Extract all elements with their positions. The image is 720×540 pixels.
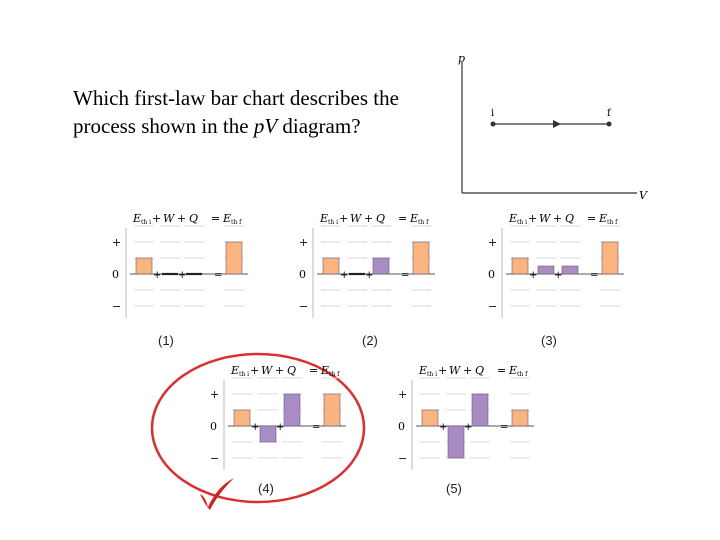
equation-term-heat: Q: [475, 364, 485, 377]
operator-equals: =: [590, 270, 599, 281]
question-line-2-end: diagram?: [277, 114, 361, 138]
bar-chart-4: [210, 360, 350, 476]
sign-label-minus: −: [299, 300, 309, 313]
equation-subscript-final: th f: [231, 219, 242, 226]
v-axis-label: V: [639, 189, 647, 202]
equation-plus-sign: +: [339, 212, 349, 225]
sign-label-zero: 0: [299, 268, 306, 281]
equation-subscript-final: th f: [329, 371, 340, 378]
bar-heat: [472, 394, 488, 426]
equation-term-eth-final: E: [223, 212, 232, 225]
equation-term-heat: Q: [189, 212, 199, 225]
operator-equals: =: [214, 270, 223, 281]
operator-plus: +: [464, 422, 473, 433]
bar-eth-initial: [136, 258, 152, 274]
bar-eth-initial: [422, 410, 438, 426]
sign-label-plus: +: [112, 236, 122, 249]
sign-label-minus: −: [112, 300, 122, 313]
question-line-1: Which first-law bar chart describes the: [73, 86, 399, 110]
equation-term-work: W: [163, 212, 175, 225]
operator-plus: +: [276, 422, 285, 433]
equation-term-work: W: [350, 212, 362, 225]
bar-chart-5: [398, 360, 538, 476]
sign-label-plus: +: [398, 388, 408, 401]
equation-term-eth-initial: E: [320, 212, 329, 225]
bar-eth-final: [512, 410, 528, 426]
bar-work: [448, 426, 464, 458]
equation-term-work: W: [539, 212, 551, 225]
equation-equals-sign: =: [587, 212, 597, 225]
equation-subscript-initial: th i: [427, 371, 438, 378]
bar-chart-3: [488, 208, 628, 324]
chart-label-4: (4): [258, 481, 274, 496]
chart-label-1: (1): [158, 333, 174, 348]
equation-plus-sign: +: [553, 212, 563, 225]
bar-chart-2: [299, 208, 439, 324]
question-line-2: [73, 112, 473, 140]
equation-plus-sign: +: [177, 212, 187, 225]
chart-label-5: (5): [446, 481, 462, 496]
operator-plus: +: [554, 270, 563, 281]
bar-eth-final: [324, 394, 340, 426]
equation-subscript-initial: th i: [141, 219, 152, 226]
chart-label-2: (2): [362, 333, 378, 348]
sign-label-minus: −: [398, 452, 408, 465]
equation-term-eth-final: E: [410, 212, 419, 225]
bar-eth-initial: [234, 410, 250, 426]
equation-subscript-final: th f: [517, 371, 528, 378]
equation-term-eth-final: E: [321, 364, 330, 377]
sign-label-zero: 0: [210, 420, 217, 433]
equation-term-heat: Q: [287, 364, 297, 377]
equation-equals-sign: =: [398, 212, 408, 225]
operator-equals: =: [312, 422, 321, 433]
equation-term-work: W: [449, 364, 461, 377]
sign-label-plus: +: [210, 388, 220, 401]
pv-variable: pV: [253, 114, 278, 138]
question-text: [73, 84, 473, 140]
equation-plus-sign: +: [364, 212, 374, 225]
equation-term-eth-final: E: [599, 212, 608, 225]
operator-plus: +: [340, 270, 349, 281]
p-axis-label: p: [458, 52, 466, 65]
initial-point-label: i: [491, 108, 495, 119]
equation-term-heat: Q: [565, 212, 575, 225]
equation-term-eth-initial: E: [231, 364, 240, 377]
equation-plus-sign: +: [275, 364, 285, 377]
initial-point: [491, 122, 496, 127]
equation-plus-sign: +: [152, 212, 162, 225]
equation-equals-sign: =: [497, 364, 507, 377]
sign-label-plus: +: [299, 236, 309, 249]
equation-plus-sign: +: [528, 212, 538, 225]
final-point: [607, 122, 612, 127]
bar-heat: [562, 266, 578, 274]
equation-subscript-initial: th i: [328, 219, 339, 226]
bar-chart-svg: [112, 208, 252, 320]
operator-plus: +: [439, 422, 448, 433]
equation-plus-sign: +: [250, 364, 260, 377]
arrow-head-icon: [553, 120, 561, 128]
bar-chart-1: [112, 208, 252, 324]
bar-eth-initial: [512, 258, 528, 274]
equation-term-eth-initial: E: [509, 212, 518, 225]
bar-work: [260, 426, 276, 442]
bar-chart-svg: [398, 360, 538, 472]
bar-eth-final: [413, 242, 429, 274]
bar-work: [538, 266, 554, 274]
equation-equals-sign: =: [309, 364, 319, 377]
check-mark-icon: [196, 476, 238, 512]
bar-eth-final: [226, 242, 242, 274]
operator-plus: +: [251, 422, 260, 433]
bar-chart-svg: [488, 208, 628, 320]
chart-label-3: (3): [541, 333, 557, 348]
equation-subscript-final: th f: [418, 219, 429, 226]
bar-chart-svg: [299, 208, 439, 320]
operator-plus: +: [529, 270, 538, 281]
sign-label-plus: +: [488, 236, 498, 249]
equation-term-heat: Q: [376, 212, 386, 225]
equation-subscript-final: th f: [607, 219, 618, 226]
sign-label-zero: 0: [488, 268, 495, 281]
sign-label-minus: −: [210, 452, 220, 465]
equation-term-work: W: [261, 364, 273, 377]
final-point-label: f: [607, 108, 611, 119]
operator-equals: =: [500, 422, 509, 433]
equation-term-eth-initial: E: [419, 364, 428, 377]
equation-equals-sign: =: [211, 212, 221, 225]
equation-plus-sign: +: [438, 364, 448, 377]
bar-heat: [373, 258, 389, 274]
equation-plus-sign: +: [463, 364, 473, 377]
bar-chart-svg: [210, 360, 350, 472]
sign-label-minus: −: [488, 300, 498, 313]
sign-label-zero: 0: [112, 268, 119, 281]
pv-diagram: [445, 50, 655, 210]
equation-term-eth-initial: E: [133, 212, 142, 225]
check-mark-shape: [200, 478, 234, 510]
bar-eth-final: [602, 242, 618, 274]
question-line-2-start: process shown in the: [73, 114, 254, 138]
operator-equals: =: [401, 270, 410, 281]
equation-term-eth-final: E: [509, 364, 518, 377]
bar-eth-initial: [323, 258, 339, 274]
equation-subscript-initial: th i: [239, 371, 250, 378]
operator-plus: +: [153, 270, 162, 281]
operator-plus: +: [178, 270, 187, 281]
bar-heat: [284, 394, 300, 426]
operator-plus: +: [365, 270, 374, 281]
sign-label-zero: 0: [398, 420, 405, 433]
equation-subscript-initial: th i: [517, 219, 528, 226]
